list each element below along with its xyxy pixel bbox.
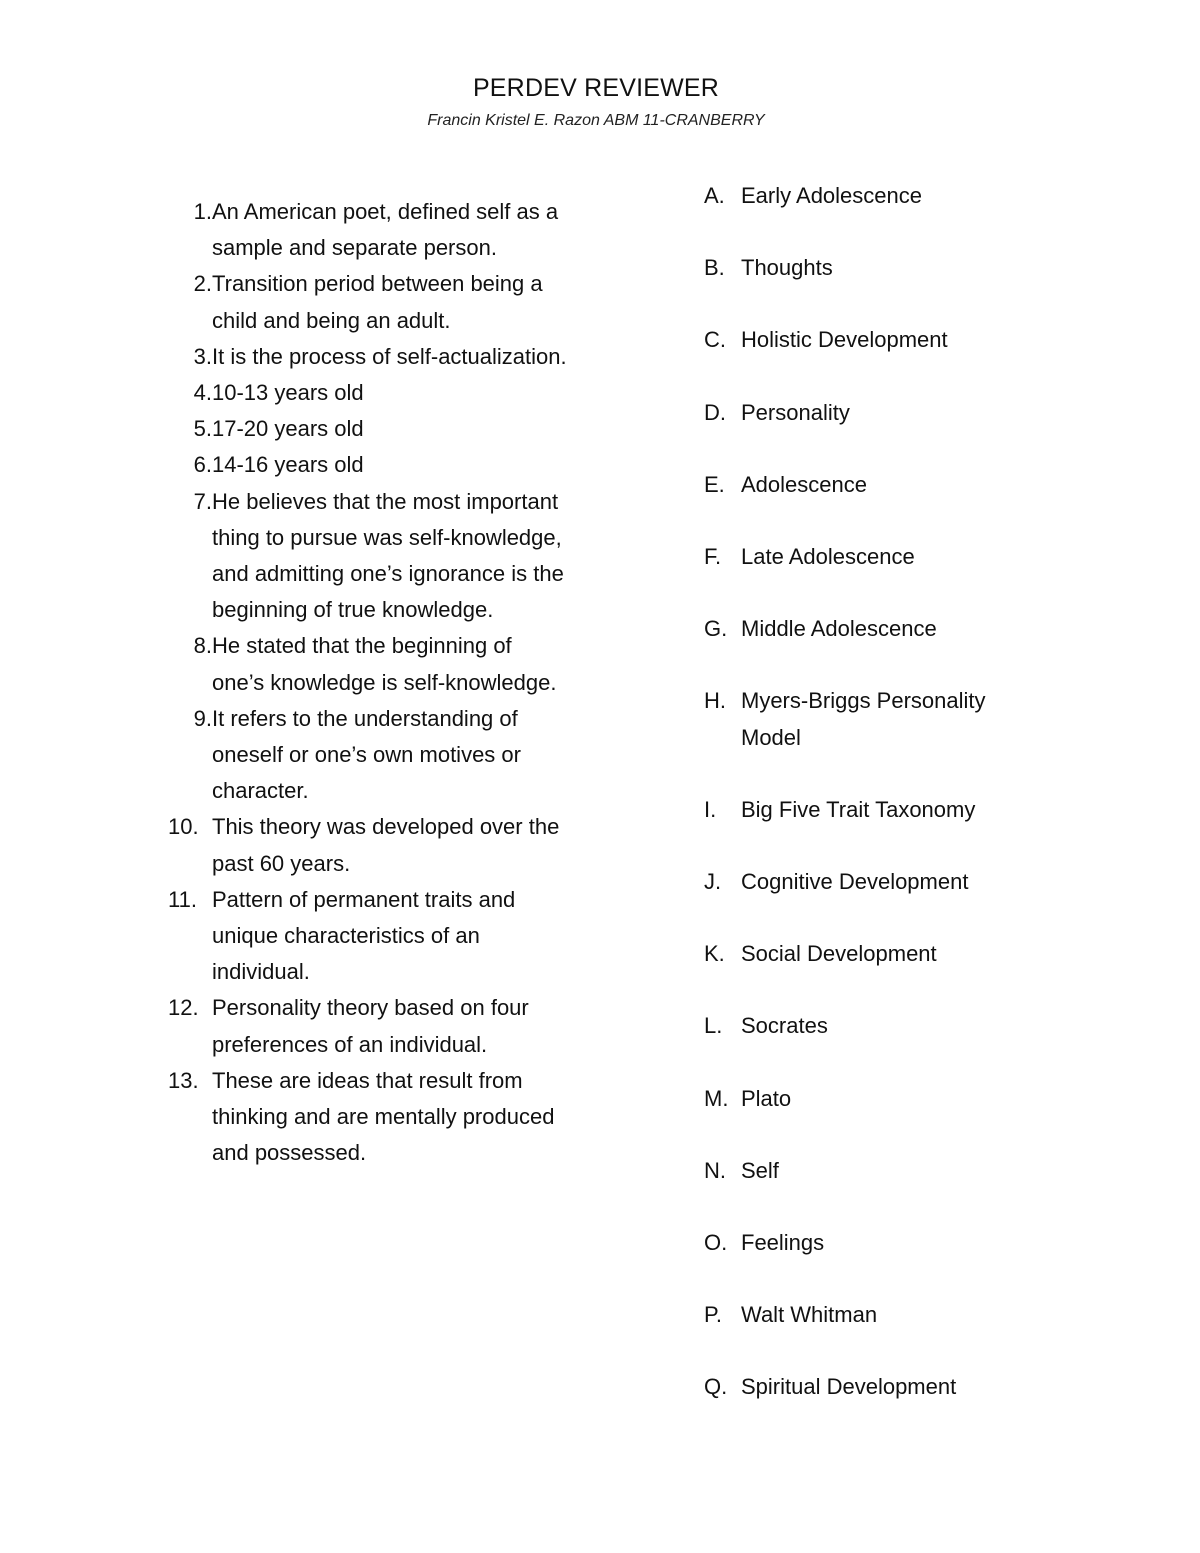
answer-text: Feelings — [741, 1230, 825, 1256]
answer-letter: B. — [704, 255, 725, 281]
answer-letter: J. — [704, 869, 722, 895]
answer-text: Personality — [741, 399, 850, 425]
answer-letter: O. — [704, 1230, 728, 1256]
answer-item — [704, 792, 1084, 828]
question-item — [168, 1063, 588, 1172]
answer-item — [704, 1081, 1084, 1117]
answer-letter: A. — [704, 183, 725, 208]
question-text: Pattern of permanent traits and unique characteristics of an individual. — [212, 886, 516, 985]
question-item — [168, 484, 588, 629]
question-number: 4. — [193, 380, 212, 406]
question-item — [168, 809, 588, 881]
answer-item — [704, 1008, 1084, 1044]
answer-item — [704, 611, 1084, 647]
question-number: 11. — [168, 886, 197, 912]
answer-text: Plato — [741, 1085, 792, 1111]
answer-letter: I. — [704, 796, 717, 822]
question-text: 17-20 years old — [212, 416, 364, 442]
page-title: PERDEV REVIEWER — [472, 74, 720, 102]
answer-letter: K. — [704, 941, 725, 967]
question-text: An American poet, defined self as a sample and separate person. — [212, 199, 559, 261]
question-item — [168, 628, 588, 700]
question-number: 5. — [193, 416, 212, 442]
answer-item — [704, 1297, 1084, 1333]
answer-item — [704, 395, 1084, 431]
answer-text: Late Adolescence — [741, 544, 915, 570]
answer-letter: H. — [704, 688, 726, 714]
question-number: 12. — [168, 995, 199, 1021]
question-item — [168, 339, 588, 375]
question-text: These are ideas that result from thinking and are mentally produced and possessed. — [212, 1067, 555, 1166]
question-text: It is the process of self-actualization. — [212, 343, 567, 369]
answer-text: Adolescence — [741, 471, 867, 497]
answer-text: Big Five Trait Taxonomy — [741, 796, 976, 822]
answer-letter: F. — [704, 544, 722, 570]
answer-text: Early Adolescence — [741, 183, 922, 208]
answer-item — [704, 539, 1084, 575]
answer-letter: N. — [704, 1157, 726, 1183]
question-item — [168, 990, 588, 1062]
question-item — [168, 447, 588, 483]
answer-item — [704, 1369, 1084, 1405]
question-item — [168, 266, 588, 338]
answer-text: Self — [741, 1157, 779, 1183]
answer-text: Spiritual Development — [741, 1374, 957, 1400]
answer-item — [704, 864, 1084, 900]
question-text: 10-13 years old — [212, 380, 364, 406]
question-text: He stated that the beginning of one’s knowledge is self-knowledge. — [212, 633, 557, 695]
question-text: This theory was developed over the past 60 years. — [212, 814, 560, 876]
question-number: 2. — [193, 271, 212, 297]
question-item — [168, 701, 588, 810]
question-number: 3. — [193, 343, 212, 369]
answer-text: Thoughts — [741, 255, 833, 281]
question-number: 7. — [193, 488, 212, 514]
answer-letter: P. — [704, 1302, 722, 1328]
answer-letter: G. — [704, 616, 728, 642]
question-text: It refers to the understanding of oneself or one’s own motives or character. — [212, 705, 521, 804]
answer-item — [704, 683, 1084, 755]
answer-letter: M. — [704, 1085, 729, 1111]
question-number: 6. — [193, 452, 212, 478]
answer-text: Middle Adolescence — [741, 616, 937, 642]
answer-text: Walt Whitman — [741, 1302, 878, 1328]
question-item — [168, 194, 588, 266]
answer-letter: C. — [704, 327, 726, 353]
answer-item — [704, 467, 1084, 503]
question-number: 1. — [193, 199, 212, 224]
answer-letter: D. — [704, 399, 726, 425]
question-text: Personality theory based on four preferences of an individual. — [212, 995, 529, 1057]
answer-text: Cognitive Development — [741, 869, 969, 895]
question-item — [168, 411, 588, 447]
answer-item — [704, 936, 1084, 972]
question-number: 8. — [193, 633, 212, 659]
author-line: Francin Kristel E. Razon ABM 11-CRANBERRY — [427, 112, 765, 129]
question-item — [168, 882, 588, 991]
question-number: 10. — [168, 814, 199, 840]
answer-text: Socrates — [741, 1013, 828, 1039]
question-number: 13. — [168, 1067, 199, 1093]
question-text: Transition period between being a child and being an adult. — [212, 271, 543, 333]
question-text: He believes that the most important thing to pursue was self-knowledge, and admitting one’s ignorance is the beginning of true knowledge. — [212, 488, 564, 623]
question-text: 14-16 years old — [212, 452, 364, 478]
answer-item — [704, 1225, 1084, 1261]
question-item — [168, 375, 588, 411]
question-number: 9. — [193, 705, 212, 731]
answer-letter: E. — [704, 471, 725, 497]
answer-item — [704, 178, 1084, 214]
answer-list — [704, 178, 1084, 1442]
answer-item — [704, 1153, 1084, 1189]
question-list — [168, 194, 588, 1171]
answer-letter: L. — [704, 1013, 723, 1039]
answer-item — [704, 250, 1084, 286]
answer-letter: Q. — [704, 1374, 728, 1400]
answer-text: Social Development — [741, 941, 937, 967]
answer-text: Holistic Development — [741, 327, 948, 353]
answer-text: Myers-Briggs Personality Model — [741, 688, 986, 750]
answer-item — [704, 322, 1084, 358]
